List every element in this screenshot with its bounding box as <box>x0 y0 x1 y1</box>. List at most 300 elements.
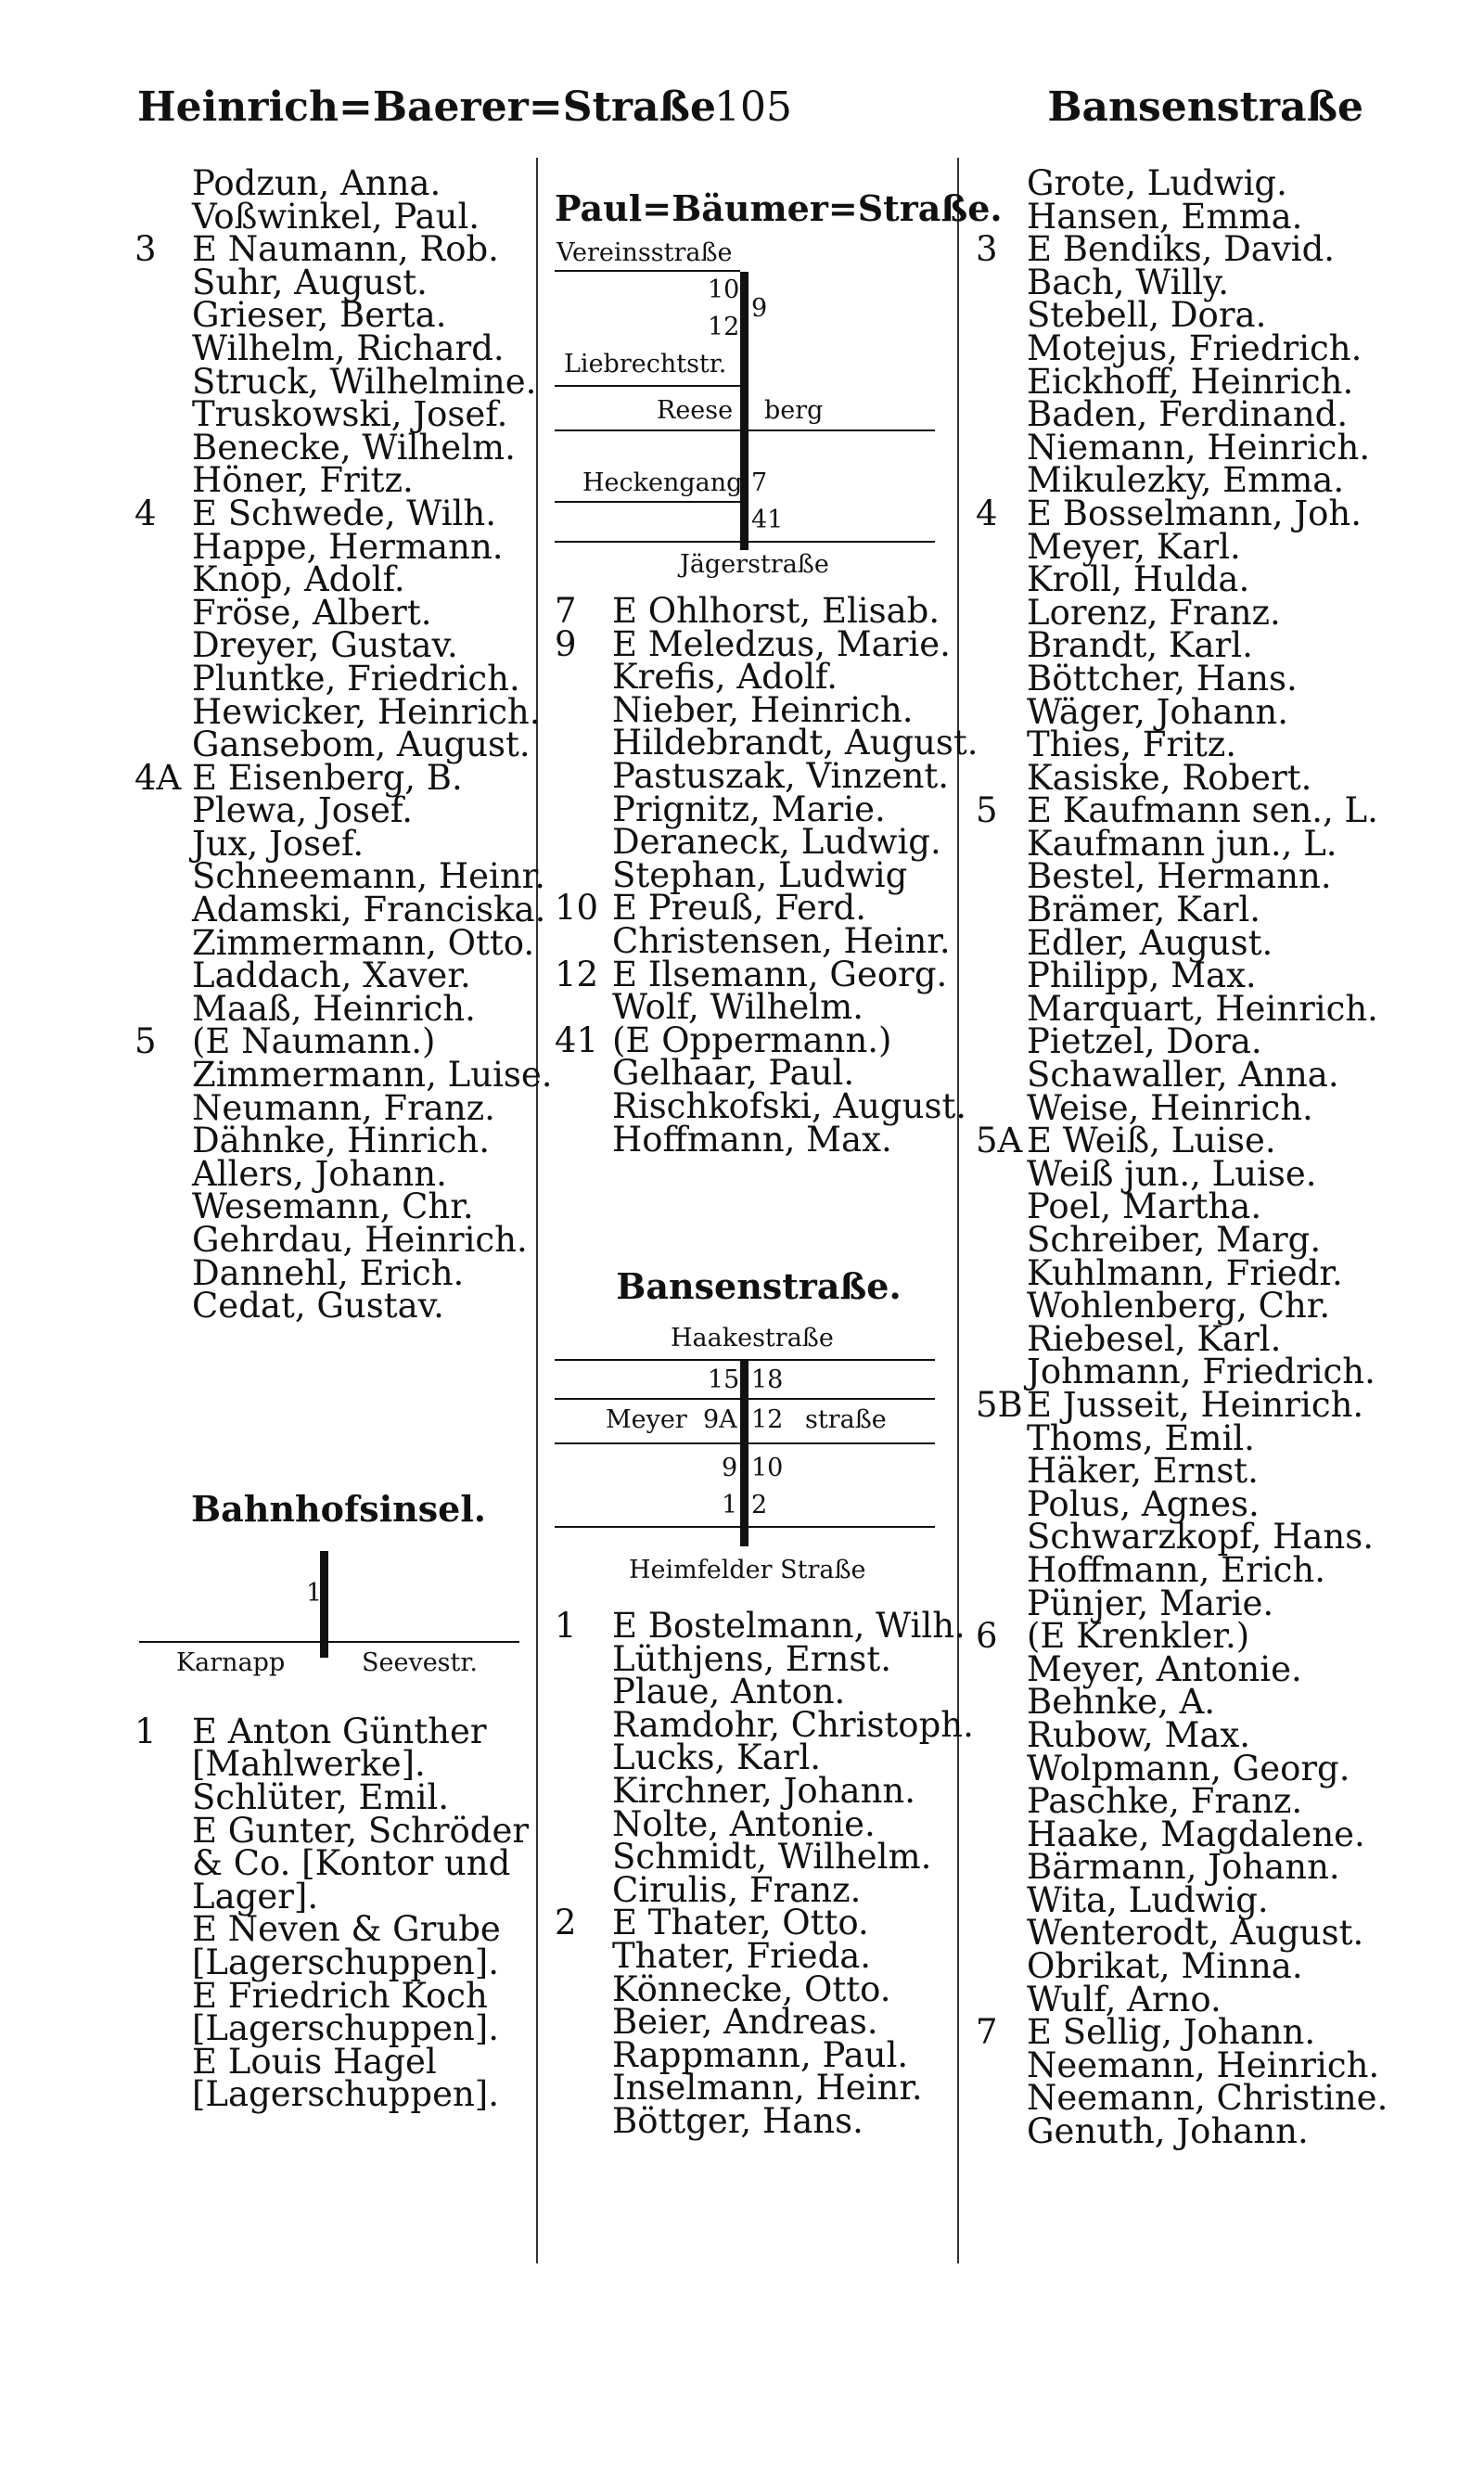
directory-entry <box>555 623 963 664</box>
resident-name: E Anton Günther <box>192 1711 487 1751</box>
resident-name: Kirchner, Johann. <box>612 1771 916 1812</box>
map-house-number: 41 <box>751 506 784 534</box>
directory-entry <box>976 559 1384 600</box>
resident-name: Suhr, August. <box>192 262 428 302</box>
directory-entry <box>976 2045 1384 2085</box>
directory-entry <box>555 1119 963 1160</box>
directory-entry <box>555 788 963 829</box>
directory-entry <box>134 1744 543 1785</box>
resident-name: Grieser, Berta. <box>192 295 447 336</box>
resident-name: Häker, Ernst. <box>1027 1451 1259 1492</box>
resident-name: Hildebrandt, August. <box>612 723 979 763</box>
directory-entry <box>134 394 543 435</box>
resident-name: Bärmann, Johann. <box>1027 1847 1340 1888</box>
resident-name: Kroll, Hulda. <box>1027 559 1250 600</box>
resident-name: Hewicker, Heinrich. <box>192 691 541 732</box>
resident-name: Böttger, Hans. <box>612 2101 864 2141</box>
directory-entry <box>134 1121 543 1161</box>
map-house-number: 9A <box>703 1405 737 1435</box>
resident-name: Johmann, Friedrich. <box>1027 1352 1375 1392</box>
map-house-number: 15 <box>708 1365 740 1395</box>
directory-entry <box>976 1483 1384 1524</box>
directory-entry <box>976 922 1384 963</box>
map-house-number: 1 <box>306 1578 323 1608</box>
directory-entry <box>976 691 1384 732</box>
resident-name: Wohlenberg, Chr. <box>1027 1286 1331 1327</box>
map-street-line <box>740 1361 748 1546</box>
resident-name: Knop, Adolf. <box>192 559 405 600</box>
resident-name: Polus, Agnes. <box>1027 1483 1260 1524</box>
section-title-paul-baeumer-strasse: Paul=Bäumer=Straße. <box>555 187 1003 229</box>
resident-name: Zimmermann, Otto. <box>192 922 535 963</box>
directory-entry <box>555 854 963 895</box>
resident-name: Krefis, Adolf. <box>612 657 838 698</box>
street-map-bahnhofsinsel <box>134 1537 543 1676</box>
directory-entry <box>976 1286 1384 1327</box>
directory-entry <box>976 1879 1384 1920</box>
directory-entry <box>976 1781 1384 1822</box>
section-title-bansenstrasse: Bansenstraße. <box>616 1265 902 1308</box>
resident-name: Prignitz, Marie. <box>612 788 886 829</box>
directory-entry <box>976 1814 1384 1854</box>
resident-name: Stebell, Dora. <box>1027 295 1267 336</box>
resident-name: E Preuß, Ferd. <box>612 888 866 929</box>
directory-entry <box>976 1451 1384 1492</box>
resident-name: Thoms, Emil. <box>1027 1417 1255 1458</box>
directory-entry <box>134 262 543 302</box>
directory-entry <box>134 493 543 533</box>
directory-entry <box>976 229 1384 270</box>
directory-entry <box>134 559 543 600</box>
directory-entry <box>555 1085 967 1126</box>
resident-name: Kasiske, Robert. <box>1027 757 1312 798</box>
resident-name: Gelhaar, Paul. <box>612 1053 855 1094</box>
resident-name: Lorenz, Franz. <box>1027 592 1281 633</box>
resident-name: Schneemann, Heinr. <box>192 856 546 897</box>
directory-entry <box>976 295 1384 336</box>
resident-name: Wolf, Wilhelm. <box>612 987 864 1028</box>
resident-name: Kaufmann jun., L. <box>1027 823 1337 864</box>
directory-entry <box>134 1876 543 1916</box>
directory-entry <box>134 1843 543 1884</box>
resident-name: E Friedrich Koch <box>192 1975 488 2016</box>
directory-entry <box>555 1019 963 1060</box>
resident-name: & Co. [Kontor und <box>192 1843 511 1884</box>
directory-entry <box>555 1903 963 1943</box>
directory-entry <box>134 1711 543 1751</box>
resident-name: Zimmermann, Luise. <box>192 1055 553 1096</box>
directory-entry <box>555 920 963 961</box>
directory-entry <box>134 1810 543 1851</box>
house-number: 4A <box>134 757 182 798</box>
directory-entry <box>976 1384 1384 1425</box>
resident-name: E Eisenberg, B. <box>192 757 463 798</box>
entry-list <box>976 163 1388 2152</box>
resident-name: Weise, Heinrich. <box>1027 1087 1313 1128</box>
directory-entry <box>134 757 543 798</box>
map-bottom-label <box>555 543 963 595</box>
directory-entry <box>976 625 1384 666</box>
map-cross-street <box>555 270 740 272</box>
resident-name: Böttcher, Hans. <box>1027 658 1298 699</box>
directory-entry <box>976 1252 1384 1293</box>
directory-entry <box>976 1946 1384 1987</box>
directory-entry <box>134 955 543 996</box>
directory-entry <box>976 1087 1384 1128</box>
resident-name: Lucks, Karl. <box>612 1737 822 1778</box>
map-house-number: 2 <box>751 1491 768 1520</box>
directory-entry <box>134 922 543 963</box>
map-cross-street <box>555 1398 935 1400</box>
map-cross-street <box>555 429 935 431</box>
resident-name: Wenterodt, August. <box>1027 1913 1364 1954</box>
directory-entry <box>976 955 1384 996</box>
house-number: 41 <box>555 1019 599 1060</box>
directory-entry <box>976 262 1384 302</box>
resident-name: Marquart, Heinrich. <box>1027 988 1378 1029</box>
map-house-number: 12 <box>751 1405 784 1435</box>
map-house-number: 9 <box>722 1454 738 1483</box>
resident-name: E Bendiks, David. <box>1027 229 1336 270</box>
directory-entry <box>555 1638 963 1679</box>
directory-entry <box>976 196 1384 237</box>
directory-entry <box>976 1417 1384 1458</box>
directory-entry <box>134 460 543 501</box>
directory-entry <box>976 1616 1384 1657</box>
resident-name: Wäger, Johann. <box>1027 691 1289 732</box>
house-number: 5 <box>134 1021 157 1062</box>
resident-name: Mikulezky, Emma. <box>1027 460 1345 501</box>
directory-entry <box>976 1549 1384 1590</box>
map-house-number: 9 <box>751 294 768 323</box>
resident-name: Nieber, Heinrich. <box>612 689 914 730</box>
running-head-left: Heinrich=Baerer=Straße <box>137 83 716 131</box>
directory-entry <box>134 327 543 368</box>
directory-entry <box>134 2074 543 2115</box>
map-label-right: Seevestr. <box>362 1647 478 1677</box>
resident-name: Dannehl, Erich. <box>192 1252 465 1293</box>
resident-name: E Louis Hagel <box>192 2041 437 2082</box>
resident-name: Höner, Fritz. <box>192 460 414 501</box>
directory-entry <box>134 1942 543 1982</box>
entry-list-2 <box>555 1606 974 2141</box>
directory-entry <box>134 1021 543 1062</box>
running-head-right: Bansenstraße <box>1047 83 1363 131</box>
resident-name: Happe, Hermann. <box>192 526 504 567</box>
directory-entry <box>555 2068 963 2109</box>
directory-entry <box>976 163 1384 203</box>
resident-name: Wulf, Arno. <box>1027 1979 1222 2019</box>
directory-entry <box>976 1153 1384 1194</box>
directory-entry <box>976 724 1384 765</box>
resident-name: Kuhlmann, Friedr. <box>1027 1252 1343 1293</box>
house-number: 5B <box>976 1384 1023 1425</box>
resident-name: E Kaufmann sen., L. <box>1027 790 1378 831</box>
resident-name: Bestel, Hermann. <box>1027 856 1332 897</box>
directory-entry <box>134 658 543 699</box>
resident-name: Thater, Frieda. <box>612 1936 872 1977</box>
map-street-line <box>740 272 748 550</box>
directory-entry <box>134 724 543 765</box>
resident-name: Neemann, Christine. <box>1027 2078 1388 2119</box>
resident-name: Hansen, Emma. <box>1027 196 1303 237</box>
directory-entry <box>555 888 963 929</box>
resident-name: Pünjer, Marie. <box>1027 1583 1274 1623</box>
resident-name: Wita, Ludwig. <box>1027 1879 1269 1920</box>
resident-name: E Gunter, Schröder <box>192 1810 530 1851</box>
resident-name: [Lagerschuppen]. <box>192 2074 499 2115</box>
directory-entry <box>976 2111 1384 2152</box>
directory-entry <box>134 1975 543 2016</box>
directory-entry <box>976 592 1384 633</box>
directory-entry <box>134 1252 543 1293</box>
resident-name: E Meledzus, Marie. <box>612 623 951 664</box>
directory-entry <box>976 1847 1384 1888</box>
directory-entry <box>976 526 1384 567</box>
resident-name: Schreiber, Marg. <box>1027 1220 1322 1260</box>
map-label-bottom: Jägerstraße <box>680 550 829 579</box>
resident-name: Rubow, Max. <box>1027 1714 1251 1755</box>
directory-entry <box>134 1220 543 1260</box>
directory-entry <box>134 691 543 732</box>
map-label-top: Vereinsstraße <box>556 238 733 267</box>
directory-entry <box>555 1737 963 1778</box>
house-number: 7 <box>976 2012 998 2053</box>
house-number: 3 <box>976 229 998 270</box>
directory-entry <box>134 1186 543 1227</box>
directory-entry <box>555 822 963 863</box>
resident-name: Brämer, Karl. <box>1027 890 1261 930</box>
directory-entry <box>976 1352 1384 1392</box>
resident-name: Ramdohr, Christoph. <box>612 1704 974 1745</box>
directory-entry <box>976 1748 1384 1788</box>
directory-entry <box>134 823 543 864</box>
directory-entry <box>976 1220 1384 1260</box>
resident-name: Dähnke, Hinrich. <box>192 1121 490 1161</box>
resident-name: Pluntke, Friedrich. <box>192 658 520 699</box>
directory-entry <box>134 526 543 567</box>
directory-entry <box>134 988 543 1029</box>
map-cross-street <box>555 501 740 503</box>
street-map-paul-baeumer <box>555 237 963 543</box>
page-number: 105 <box>714 83 792 131</box>
map-house-number: 10 <box>708 276 740 304</box>
resident-name: E Sellig, Johann. <box>1027 2012 1316 2053</box>
directory-entry <box>976 1583 1384 1623</box>
directory-entry <box>976 1913 1384 1954</box>
map-cross-street <box>555 385 740 387</box>
resident-name: E Weiß, Luise. <box>1027 1121 1276 1161</box>
directory-entry <box>976 823 1384 864</box>
house-number: 3 <box>134 229 157 270</box>
directory-entry <box>976 460 1384 501</box>
section-title-bahnhofsinsel: Bahnhofsinsel. <box>190 1487 486 1530</box>
resident-name: Jux, Josef. <box>192 823 365 864</box>
directory-entry <box>134 361 543 402</box>
house-number: 2 <box>555 1903 577 1943</box>
resident-name: Wolpmann, Georg. <box>1027 1748 1350 1788</box>
directory-entry <box>134 625 543 666</box>
directory-entry <box>976 988 1384 1029</box>
resident-name: Behnke, A. <box>1027 1682 1216 1723</box>
house-number: 6 <box>976 1616 998 1657</box>
directory-entry <box>134 1776 543 1817</box>
resident-name: Eickhoff, Heinrich. <box>1027 361 1354 402</box>
directory-entry <box>976 790 1384 831</box>
resident-name: Neemann, Heinrich. <box>1027 2045 1380 2085</box>
resident-name: E Schwede, Wilh. <box>192 493 496 533</box>
house-number: 1 <box>134 1711 157 1751</box>
resident-name: Fröse, Albert. <box>192 592 432 633</box>
directory-entry <box>976 1121 1384 1161</box>
resident-name: Inselmann, Heinr. <box>612 2068 923 2109</box>
directory-entry <box>555 1936 963 1977</box>
directory-entry <box>976 361 1384 402</box>
directory-entry <box>976 757 1384 798</box>
resident-name: Cirulis, Franz. <box>612 1869 862 1910</box>
resident-name: Podzun, Anna. <box>192 163 441 203</box>
resident-name: Haake, Magdalene. <box>1027 1814 1365 1854</box>
entry-list <box>555 591 979 1160</box>
house-number: 1 <box>555 1606 577 1647</box>
directory-entry <box>976 2012 1384 2053</box>
map-house-number: 7 <box>751 468 768 497</box>
resident-name: [Lagerschuppen]. <box>192 2008 499 2049</box>
directory-entry <box>555 2002 963 2043</box>
resident-name: (E Naumann.) <box>192 1021 436 1062</box>
directory-entry <box>555 1053 963 1094</box>
map-house-number: 18 <box>751 1365 784 1395</box>
directory-entry <box>976 2078 1388 2119</box>
directory-entry <box>976 394 1384 435</box>
resident-name: E Ilsemann, Georg. <box>612 954 948 994</box>
column-3 <box>976 163 1388 2152</box>
directory-entry <box>134 295 543 336</box>
resident-name: Plewa, Josef. <box>192 790 414 831</box>
resident-name: Nolte, Antonie. <box>612 1803 876 1844</box>
resident-name: Rappmann, Paul. <box>612 2034 909 2075</box>
directory-entry <box>555 2034 963 2075</box>
resident-name: Riebesel, Karl. <box>1027 1318 1282 1359</box>
directory-entry <box>555 657 963 698</box>
resident-name: Deraneck, Ludwig. <box>612 822 941 863</box>
map-bottom-label <box>555 1556 963 1609</box>
directory-entry <box>134 1286 543 1327</box>
resident-name: [Mahlwerke]. <box>192 1744 426 1785</box>
resident-name: Stephan, Ludwig <box>612 854 908 895</box>
directory-entry <box>555 1704 974 1745</box>
column-1 <box>134 163 553 2115</box>
resident-name: Benecke, Wilhelm. <box>192 427 516 468</box>
directory-entry <box>134 790 543 831</box>
resident-name: Lüthjens, Ernst. <box>612 1638 891 1679</box>
map-label: berg <box>764 396 824 425</box>
map-label: Reese <box>657 396 734 425</box>
directory-entry <box>976 658 1384 699</box>
directory-entry <box>555 591 963 631</box>
resident-name: Hoffmann, Max. <box>612 1119 892 1160</box>
directory-entry <box>134 1153 543 1194</box>
directory-entry <box>555 723 979 763</box>
resident-name: E Bostelmann, Wilh. <box>612 1606 966 1647</box>
resident-name: (E Krenkler.) <box>1027 1616 1250 1657</box>
resident-name: Struck, Wilhelmine. <box>192 361 537 402</box>
directory-entry <box>555 1672 963 1712</box>
resident-name: Schwarzkopf, Hans. <box>1027 1517 1374 1557</box>
directory-entry <box>976 1714 1384 1755</box>
resident-name: Meyer, Antonie. <box>1027 1648 1302 1689</box>
directory-entry <box>976 1021 1384 1062</box>
directory-entry <box>976 493 1384 533</box>
directory-entry <box>134 592 543 633</box>
directory-entry <box>134 1087 543 1128</box>
directory-entry <box>976 1979 1384 2019</box>
directory-entry <box>555 755 963 796</box>
house-number: 4 <box>134 493 157 533</box>
resident-name: Gansebom, August. <box>192 724 531 765</box>
map-label: Meyer <box>606 1405 687 1435</box>
house-number: 12 <box>555 954 599 994</box>
resident-name: E Naumann, Rob. <box>192 229 499 270</box>
directory-entry <box>976 1517 1384 1557</box>
resident-name: Könnecke, Otto. <box>612 1968 891 2009</box>
directory-entry <box>555 987 963 1028</box>
map-house-number: 10 <box>751 1454 784 1483</box>
directory-entry <box>134 2041 543 2082</box>
resident-name: Motejus, Friedrich. <box>1027 327 1362 368</box>
map-house-number: 12 <box>708 313 740 341</box>
resident-name: Maaß, Heinrich. <box>192 988 476 1029</box>
map-house-number: 1 <box>722 1491 738 1520</box>
resident-name: E Neven & Grube <box>192 1909 501 1950</box>
directory-entry <box>976 427 1384 468</box>
resident-name: E Thater, Otto. <box>612 1903 869 1943</box>
directory-entry <box>976 856 1384 897</box>
directory-entry <box>555 1606 966 1647</box>
resident-name: Wesemann, Chr. <box>192 1186 474 1227</box>
resident-name: Brandt, Karl. <box>1027 625 1253 666</box>
directory-entry <box>134 196 543 237</box>
directory-entry <box>555 1968 963 2009</box>
resident-name: Bach, Willy. <box>1027 262 1229 302</box>
map-label: straße <box>805 1405 887 1435</box>
resident-name: Pietzel, Dora. <box>1027 1021 1262 1062</box>
map-cross-street <box>555 1526 935 1528</box>
resident-name: Genuth, Johann. <box>1027 2111 1309 2152</box>
resident-name: Schawaller, Anna. <box>1027 1055 1339 1096</box>
resident-name: Niemann, Heinrich. <box>1027 427 1371 468</box>
resident-name: E Jusseit, Heinrich. <box>1027 1384 1364 1425</box>
resident-name: Beier, Andreas. <box>612 2002 878 2043</box>
map-label-top: Haakestraße <box>671 1324 834 1353</box>
resident-name: Paschke, Franz. <box>1027 1781 1303 1822</box>
directory-entry <box>976 1186 1384 1227</box>
entry-list-2 <box>134 1711 543 2115</box>
resident-name: Baden, Ferdinand. <box>1027 394 1349 435</box>
resident-name: Weiß jun., Luise. <box>1027 1153 1317 1194</box>
resident-name: Rischkofski, August. <box>612 1085 967 1126</box>
house-number: 7 <box>555 591 577 631</box>
resident-name: E Bosselmann, Joh. <box>1027 493 1362 533</box>
directory-entry <box>976 1055 1384 1096</box>
map-label-bottom: Heimfelder Straße <box>629 1556 866 1585</box>
directory-entry <box>134 856 546 897</box>
directory-entry <box>134 229 543 270</box>
directory-entry <box>555 689 963 730</box>
map-cross-street <box>555 1442 935 1444</box>
house-number: 9 <box>555 623 577 664</box>
house-number: 5 <box>976 790 998 831</box>
